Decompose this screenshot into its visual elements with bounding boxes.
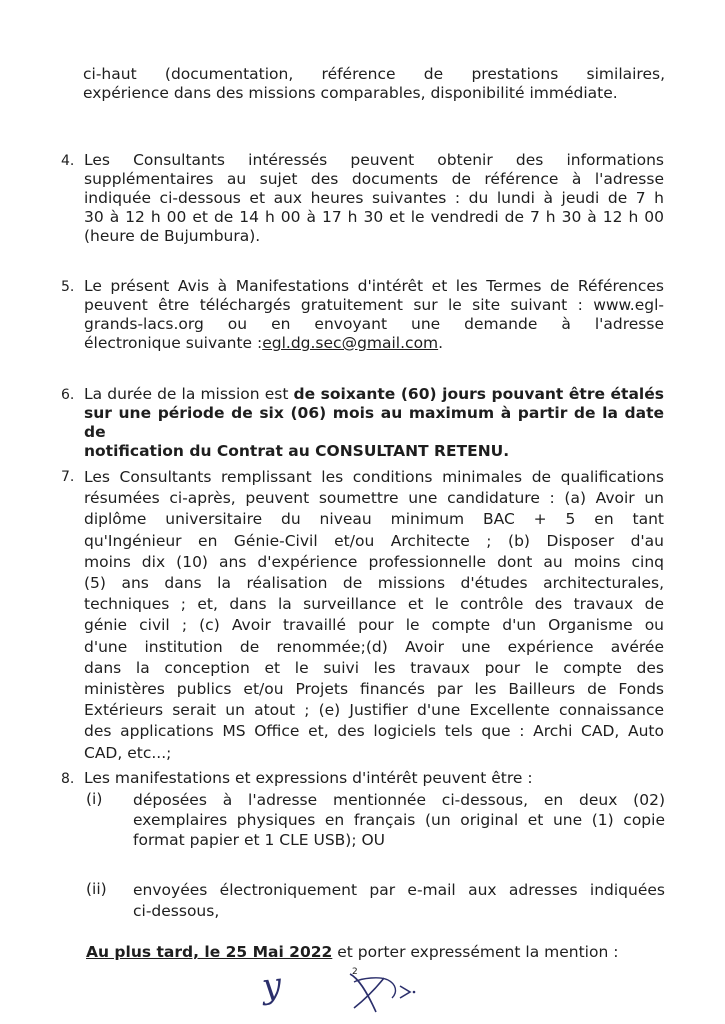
item-line: moins dix (10) ans d'expérience professionnelle dont au moins cinq [84, 552, 664, 571]
item-7-paragraph [84, 467, 664, 764]
deadline-rest: et porter expressément la mention : [332, 943, 619, 961]
item-line: des applications MS Office et, des logiciels tels que : Archi CAD, Auto [84, 722, 664, 741]
page-number: 2 [352, 967, 358, 977]
deadline-date: Au plus tard, le 25 Mai 2022 [86, 943, 333, 961]
duration-text: La durée de la mission est [84, 385, 294, 403]
item-line: techniques ; et, dans la surveillance et le contrôle des travaux de [84, 595, 664, 614]
item-number: 5. [61, 279, 75, 295]
subitem-line: déposées à l'adresse mentionnée ci-dessous, en deux (02) [133, 791, 665, 809]
item-line [84, 334, 664, 353]
intro-line: expérience dans des missions comparables, disponibilité immédiate. [83, 84, 618, 102]
item-line: résumées ci-après, peuvent soumettre une candidature : (a) Avoir un [84, 489, 664, 508]
subitem-line: ci-dessous, [133, 902, 220, 920]
item-line: Les Consultants intéressés peuvent obtenir des informations [84, 151, 664, 169]
subitem-line: format papier et 1 CLE USB); OU [133, 831, 386, 849]
item-6-paragraph [84, 385, 664, 461]
item-line: supplémentaires au sujet des documents de référence à l'adresse [84, 170, 664, 188]
item-line: indiquée ci-dessous et aux heures suivantes : du lundi à jeudi de 7 h [84, 189, 664, 207]
deadline-line [86, 943, 666, 962]
signature-mark [340, 968, 420, 1018]
item-line: Les Consultants remplissant les conditions minimales de qualifications [84, 468, 664, 486]
item-line: génie civil ; (c) Avoir travaillé pour le compte d'un Organisme ou [84, 616, 664, 635]
item-line: peuvent être téléchargés gratuitement sur le site suivant : www.egl- [84, 296, 664, 314]
item-line: ministères publics et/ou Projets financés par les Bailleurs de Fonds [84, 680, 664, 699]
email-prefix: électronique suivante : [84, 334, 263, 352]
item-number: 6. [61, 387, 75, 403]
item-line: 30 à 12 h 00 et de 14 h 00 à 17 h 30 et le vendredi de 7 h 30 à 12 h 00 [84, 208, 664, 226]
subitem-ii-paragraph [133, 880, 665, 922]
item-line: grands-lacs.org ou en envoyant une demande à l'adresse [84, 315, 664, 333]
item-8-intro [84, 769, 664, 788]
item-line: Le présent Avis à Manifestations d'intérêt et les Termes de Références [84, 277, 664, 295]
email-link[interactable]: egl.dg.sec@gmail.com [262, 334, 439, 352]
item-line: (heure de Bujumbura). [84, 227, 261, 245]
item-line: qu'Ingénieur en Génie-Civil et/ou Architecte ; (b) Disposer d'au [84, 531, 664, 550]
intro-line: ci-haut (documentation, référence de prestations similaires, [83, 65, 665, 83]
item-number: 4. [61, 153, 75, 169]
item-line: d'une institution de renommée;(d) Avoir une expérience avérée [84, 637, 664, 656]
subitem-label: (i) [86, 790, 103, 808]
subitem-line: exemplaires physiques en français (un original et une (1) copie [133, 811, 665, 829]
item-number: 8. [61, 771, 75, 787]
item-line [84, 385, 664, 404]
duration-bold-line: notification du Contrat au CONSULTANT RETENU. [84, 442, 510, 460]
item-line: Extérieurs serait un atout ; (e) Justifier d'une Excellente connaissance [84, 701, 664, 720]
item-line: Les manifestations et expressions d'intérêt peuvent être : [84, 769, 533, 787]
subitem-i-paragraph [133, 790, 665, 850]
handwritten-initial: y [259, 965, 284, 1007]
item-line: diplôme universitaire du niveau minimum BAC + 5 en tant [84, 510, 664, 529]
duration-bold: de soixante (60) jours pouvant être étalés [293, 385, 664, 403]
item-4-paragraph [84, 151, 664, 246]
duration-bold-line: sur une période de six (06) mois au maximum à partir de la date de [84, 404, 664, 441]
item-line: (5) ans dans la réalisation de missions d'études architecturales, [84, 574, 664, 593]
subitem-line: envoyées électroniquement par e-mail aux adresses indiquées [133, 881, 665, 899]
item-line: dans la conception et le suivi les travaux pour le compte des [84, 658, 664, 677]
intro-paragraph [83, 65, 665, 103]
item-number: 7. [61, 469, 75, 485]
item-5-paragraph [84, 277, 664, 353]
item-line: CAD, etc...; [84, 743, 172, 762]
email-suffix: . [438, 334, 444, 352]
subitem-label: (ii) [86, 880, 107, 898]
